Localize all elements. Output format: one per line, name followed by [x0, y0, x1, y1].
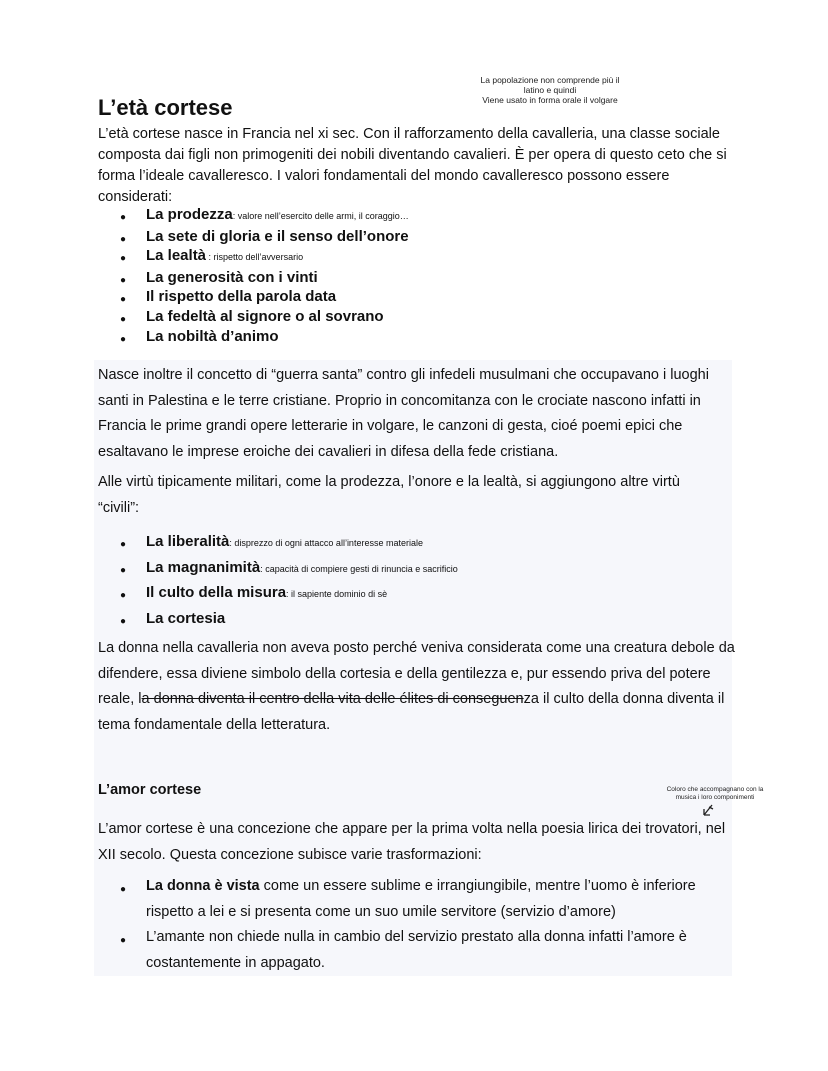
page-title: L’età cortese: [98, 95, 233, 120]
list-item: ● La donna è vista come un essere sublime e irrangiungibile, mentre l’uomo è inferiore rispetto a lei e si presenta come un suo umile servitore (servizio d’amore): [98, 874, 718, 925]
list-item: ● Il rispetto della parola data: [98, 287, 409, 307]
list-item: ● Il culto della misura: il sapiente dominio di sè: [98, 581, 458, 607]
list-item: ● La nobiltà d’animo: [98, 327, 409, 347]
margin-note-trovatori: [650, 786, 780, 802]
women-paragraph: La donna nella cavalleria non aveva posto perché veniva considerata come una creatura debole da difendere, essa diviene simbolo della cortesia e della gentilezza e, pur essendo priva del potere reale, la donna diventa il centro della vita delle élites di conseguenza il culto della donna diventa il tema fondamentale della letteratura.: [98, 640, 735, 733]
section-heading: L’amor cortese: [98, 782, 202, 798]
list-item: ● La prodezza: valore nell’esercito delle armi, il coraggio…: [98, 205, 409, 227]
crusades-paragraph: Nasce inoltre il concetto di “guerra santa” contro gli infedeli musulmani che occupavano i luoghi santi in Palestina e le terre cristiane. Proprio in concomitanza con le crociate nascono infatti in Francia le prime grandi opere letterarie in volgare, le canzoni di gesta, cioé poemi epici che esaltavano le imprese eroiche dei cavalieri in difesa della fede cristiana.: [98, 367, 709, 460]
civil-virtues-intro: Alle virtù tipicamente militari, come la prodezza, l’onore e la lealtà, si aggiungono altre virtù “civili”:: [98, 474, 680, 516]
list-item: ● La sete di gloria e il senso dell’onore: [98, 227, 409, 247]
struck-text: a donna diventa il centro della vita delle élites di conseguen: [141, 691, 524, 707]
note-line: musica i loro componimenti: [675, 794, 755, 801]
list-item: ● L’amante non chiede nulla in cambio del servizio prestato alla donna infatti l’amore è costantemente in appagato.: [98, 925, 718, 976]
note-line: latino e quindi: [523, 85, 577, 95]
list-item: ● La fedeltà al signore o al sovrano: [98, 307, 409, 327]
list-item: ● La lealtà : rispetto dell’avversario: [98, 246, 409, 268]
list-item: ● La magnanimità: capacità di compiere gesti di rinuncia e sacrificio: [98, 556, 458, 582]
intro-paragraph: L’età cortese nasce in Francia nel xi sec. Con il rafforzamento della cavalleria, una classe sociale composta dai figli non primogeniti dei nobili diventando cavalieri. È per opera di questo ceto che si forma l’ideale cavalleresco. I valori fondamentali del mondo cavalleresco possono essere considerati:: [98, 126, 727, 205]
list-item: ● La cortesia: [98, 607, 458, 632]
list-item: ● La generosità con i vinti: [98, 268, 409, 288]
note-line: La popolazione non comprende più il: [480, 75, 620, 85]
note-line: Viene usato in forma orale il volgare: [482, 95, 618, 105]
list-item: ● La liberalità: disprezzo di ogni attacco all’interesse materiale: [98, 530, 458, 556]
amor-cortese-paragraph: L’amor cortese è una concezione che appare per la prima volta nella poesia lirica dei trovatori, nel XII secolo. Questa concezione subisce varie trasformazioni:: [98, 821, 726, 863]
civil-values-list: [98, 530, 458, 631]
love-list: [98, 874, 718, 976]
values-list: [98, 205, 409, 346]
margin-note-top: [450, 75, 650, 105]
note-line: Coloro che accompagnano con la: [666, 786, 764, 793]
